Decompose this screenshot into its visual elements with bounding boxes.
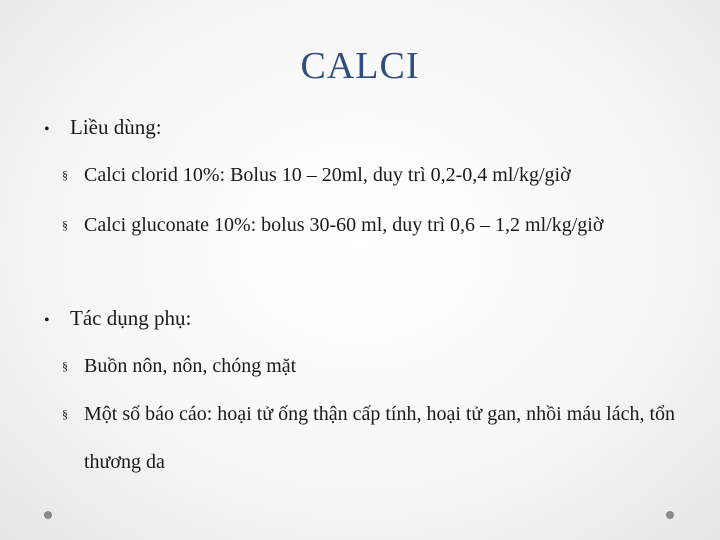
list-item xyxy=(62,151,682,199)
section-heading-side-effects xyxy=(44,305,191,334)
list-item-text: Calci gluconate 10%: bolus 30-60 ml, duy trì 0,6 – 1,2 ml/kg/giờ xyxy=(84,214,604,236)
section-heading-dosage xyxy=(44,114,162,143)
square-bullet-icon: § xyxy=(62,218,68,232)
corner-dot-left xyxy=(44,511,52,519)
corner-dot-right xyxy=(666,511,674,519)
square-bullet-icon: § xyxy=(62,168,68,182)
section-heading-text: Liều dùng: xyxy=(70,115,162,139)
slide-title: CALCI xyxy=(300,45,420,87)
section-heading-text: Tác dụng phụ: xyxy=(70,306,192,330)
bullet-icon: • xyxy=(44,312,50,329)
list-item-text: Calci clorid 10%: Bolus 10 – 20ml, duy trì 0,2-0,4 ml/kg/giờ xyxy=(84,164,571,186)
list-item-text: Buồn nôn, nôn, chóng mặt xyxy=(84,355,297,377)
list-item-text: Một số báo cáo: hoại tử ống thận cấp tính, hoại tử gan, nhồi máu lách, tổn thương da xyxy=(84,403,676,473)
bullet-icon: • xyxy=(44,121,50,138)
list-item xyxy=(62,390,682,486)
list-item xyxy=(62,342,682,390)
square-bullet-icon: § xyxy=(62,359,68,373)
list-item xyxy=(62,201,682,249)
square-bullet-icon: § xyxy=(62,407,68,421)
